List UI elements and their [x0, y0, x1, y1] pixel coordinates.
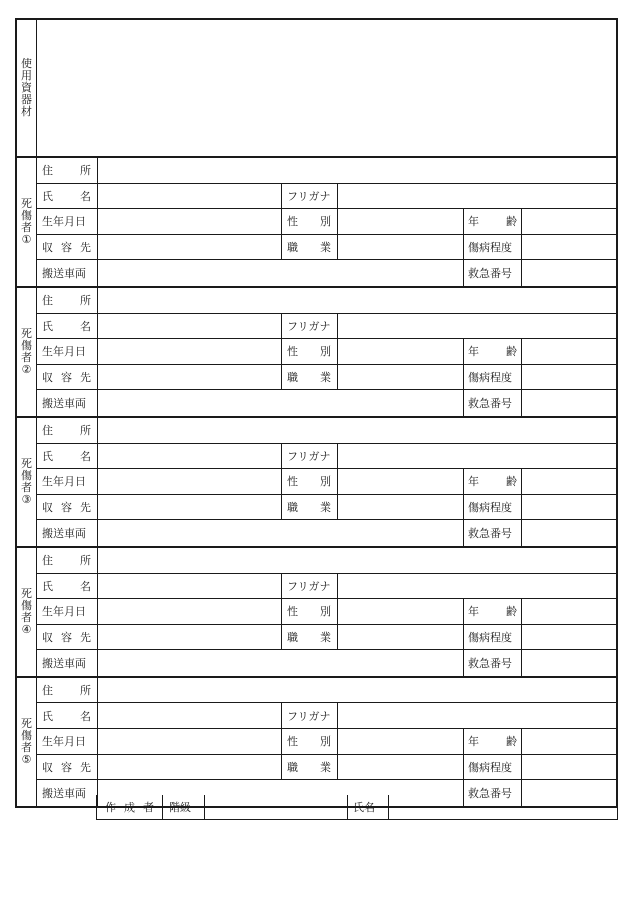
materials-label-char: 材	[21, 105, 32, 118]
sex-label: 性 別	[282, 209, 338, 234]
victim-label	[17, 418, 37, 546]
occupation-field[interactable]	[338, 755, 464, 780]
address-row	[37, 158, 616, 184]
victim-label-char: 死	[21, 196, 32, 210]
injury-degree-field[interactable]	[522, 755, 616, 780]
address-field[interactable]	[98, 288, 616, 313]
transport-row	[37, 260, 616, 286]
victim-label	[17, 288, 37, 416]
creator-name-field[interactable]	[389, 795, 617, 819]
victim-label-char: 者	[21, 350, 32, 364]
victim-label-char: 傷	[21, 338, 32, 352]
victim-label-char: ④	[21, 622, 32, 636]
name-row	[37, 444, 616, 470]
transport-vehicle-field[interactable]	[98, 390, 464, 416]
victim-block-1	[17, 158, 616, 288]
address-row	[37, 548, 616, 574]
hospital-field[interactable]	[98, 755, 282, 780]
hospital-label: 収 容 先	[37, 625, 98, 650]
victim-label-char: 傷	[21, 598, 32, 612]
birthdate-label: 生年月日	[37, 339, 98, 364]
ambulance-number-field[interactable]	[522, 520, 616, 546]
occupation-field[interactable]	[338, 495, 464, 520]
occupation-label: 職 業	[282, 495, 338, 520]
occupation-field[interactable]	[338, 235, 464, 260]
birthdate-field[interactable]	[98, 599, 282, 624]
victim-label-char: ①	[21, 232, 32, 246]
transport-vehicle-label: 搬送車両	[37, 780, 98, 806]
furigana-field[interactable]	[338, 703, 616, 728]
furigana-label: フリガナ	[282, 574, 338, 599]
hospital-row	[37, 495, 616, 521]
hospital-row	[37, 235, 616, 261]
sex-field[interactable]	[338, 469, 464, 494]
sex-label: 性 別	[282, 469, 338, 494]
age-field[interactable]	[522, 339, 616, 364]
age-label: 年 齢	[464, 469, 522, 494]
victim-block-2	[17, 288, 616, 418]
hospital-field[interactable]	[98, 235, 282, 260]
furigana-field[interactable]	[338, 314, 616, 339]
victim-label-char: 者	[21, 480, 32, 494]
materials-label-char: 使	[21, 57, 32, 70]
injury-degree-field[interactable]	[522, 495, 616, 520]
transport-vehicle-field[interactable]	[98, 260, 464, 286]
address-row	[37, 288, 616, 314]
age-field[interactable]	[522, 599, 616, 624]
victim-label-char: 死	[21, 586, 32, 600]
address-row	[37, 678, 616, 704]
victim-block-3	[17, 418, 616, 548]
hospital-field[interactable]	[98, 625, 282, 650]
ambulance-number-field[interactable]	[522, 260, 616, 286]
creator-name-label: 氏名	[348, 795, 389, 819]
injury-degree-label: 傷病程度	[464, 495, 522, 520]
birthdate-row	[37, 339, 616, 365]
transport-vehicle-label: 搬送車両	[37, 260, 98, 286]
victim-label-char: 死	[21, 716, 32, 730]
victim-label-char: 者	[21, 610, 32, 624]
occupation-label: 職 業	[282, 625, 338, 650]
birthdate-field[interactable]	[98, 469, 282, 494]
sex-field[interactable]	[338, 209, 464, 234]
name-row	[37, 574, 616, 600]
ambulance-number-field[interactable]	[522, 650, 616, 676]
furigana-field[interactable]	[338, 444, 616, 469]
transport-row	[37, 650, 616, 676]
rank-label: 階級	[163, 795, 205, 819]
age-label: 年 齢	[464, 339, 522, 364]
furigana-label: フリガナ	[282, 703, 338, 728]
birthdate-row	[37, 729, 616, 755]
ambulance-number-label: 救急番号	[464, 780, 522, 806]
transport-row	[37, 390, 616, 416]
furigana-field[interactable]	[338, 184, 616, 209]
birthdate-label: 生年月日	[37, 209, 98, 234]
victim-label-char: ⑤	[21, 752, 32, 766]
sex-field[interactable]	[338, 339, 464, 364]
birthdate-row	[37, 209, 616, 235]
injury-degree-field[interactable]	[522, 625, 616, 650]
name-field[interactable]	[98, 703, 282, 728]
birthdate-label: 生年月日	[37, 599, 98, 624]
address-field[interactable]	[98, 418, 616, 443]
injury-degree-label: 傷病程度	[464, 365, 522, 390]
transport-vehicle-field[interactable]	[98, 650, 464, 676]
rank-field[interactable]	[205, 795, 348, 819]
name-label: 氏 名	[37, 184, 98, 209]
hospital-field[interactable]	[98, 365, 282, 390]
victim-block-4	[17, 548, 616, 678]
address-field[interactable]	[98, 158, 616, 183]
address-label: 住 所	[37, 288, 98, 313]
transport-row	[37, 520, 616, 546]
ambulance-number-label: 救急番号	[464, 260, 522, 286]
victim-label	[17, 158, 37, 286]
name-label: 氏 名	[37, 314, 98, 339]
creator-row	[96, 795, 618, 820]
injury-degree-label: 傷病程度	[464, 625, 522, 650]
name-row	[37, 314, 616, 340]
sex-label: 性 別	[282, 599, 338, 624]
address-label: 住 所	[37, 418, 98, 443]
age-label: 年 齢	[464, 209, 522, 234]
age-field[interactable]	[522, 209, 616, 234]
victim-label	[17, 678, 37, 806]
materials-label-char: 器	[21, 93, 32, 106]
occupation-label: 職 業	[282, 365, 338, 390]
injury-degree-field[interactable]	[522, 365, 616, 390]
address-label: 住 所	[37, 548, 98, 573]
sex-label: 性 別	[282, 729, 338, 754]
hospital-row	[37, 625, 616, 651]
materials-section	[17, 20, 616, 158]
hospital-field[interactable]	[98, 495, 282, 520]
hospital-label: 収 容 先	[37, 495, 98, 520]
address-label: 住 所	[37, 158, 98, 183]
injury-degree-field[interactable]	[522, 235, 616, 260]
address-field[interactable]	[98, 678, 616, 703]
occupation-field[interactable]	[338, 365, 464, 390]
ambulance-number-field[interactable]	[522, 390, 616, 416]
ambulance-number-label: 救急番号	[464, 520, 522, 546]
sex-field[interactable]	[338, 729, 464, 754]
creator-label: 作 成 者	[97, 795, 163, 819]
ambulance-number-label: 救急番号	[464, 390, 522, 416]
victim-label-char: 者	[21, 220, 32, 234]
name-field[interactable]	[98, 314, 282, 339]
hospital-row	[37, 755, 616, 781]
sex-field[interactable]	[338, 599, 464, 624]
name-field[interactable]	[98, 574, 282, 599]
victim-label	[17, 548, 37, 676]
injury-degree-label: 傷病程度	[464, 235, 522, 260]
name-field[interactable]	[98, 184, 282, 209]
name-label: 氏 名	[37, 574, 98, 599]
occupation-label: 職 業	[282, 755, 338, 780]
occupation-label: 職 業	[282, 235, 338, 260]
name-label: 氏 名	[37, 444, 98, 469]
victim-label-char: 傷	[21, 208, 32, 222]
materials-label-char: 用	[21, 69, 32, 82]
birthdate-label: 生年月日	[37, 729, 98, 754]
name-row	[37, 703, 616, 729]
address-label: 住 所	[37, 678, 98, 703]
transport-vehicle-label: 搬送車両	[37, 390, 98, 416]
casualty-report-form	[15, 18, 618, 808]
victim-label-char: 者	[21, 740, 32, 754]
birthdate-label: 生年月日	[37, 469, 98, 494]
victim-label-char: 傷	[21, 728, 32, 742]
transport-vehicle-label: 搬送車両	[37, 520, 98, 546]
age-label: 年 齢	[464, 599, 522, 624]
furigana-label: フリガナ	[282, 444, 338, 469]
furigana-label: フリガナ	[282, 184, 338, 209]
materials-label-char: 資	[21, 81, 32, 94]
age-field[interactable]	[522, 729, 616, 754]
age-label: 年 齢	[464, 729, 522, 754]
injury-degree-label: 傷病程度	[464, 755, 522, 780]
materials-label	[17, 20, 37, 156]
birthdate-field[interactable]	[98, 339, 282, 364]
transport-vehicle-field[interactable]	[98, 520, 464, 546]
victim-block-5	[17, 678, 616, 806]
sex-label: 性 別	[282, 339, 338, 364]
name-field[interactable]	[98, 444, 282, 469]
address-field[interactable]	[98, 548, 616, 573]
victim-label-char: ③	[21, 492, 32, 506]
furigana-label: フリガナ	[282, 314, 338, 339]
transport-vehicle-label: 搬送車両	[37, 650, 98, 676]
name-label: 氏 名	[37, 703, 98, 728]
hospital-label: 収 容 先	[37, 365, 98, 390]
birthdate-field[interactable]	[98, 209, 282, 234]
birthdate-row	[37, 469, 616, 495]
birthdate-row	[37, 599, 616, 625]
furigana-field[interactable]	[338, 574, 616, 599]
birthdate-field[interactable]	[98, 729, 282, 754]
age-field[interactable]	[522, 469, 616, 494]
victim-label-char: 死	[21, 326, 32, 340]
hospital-row	[37, 365, 616, 391]
materials-field[interactable]	[37, 20, 616, 156]
name-row	[37, 184, 616, 210]
occupation-field[interactable]	[338, 625, 464, 650]
hospital-label: 収 容 先	[37, 755, 98, 780]
victim-label-char: 傷	[21, 468, 32, 482]
address-row	[37, 418, 616, 444]
victim-label-char: 死	[21, 456, 32, 470]
victim-label-char: ②	[21, 362, 32, 376]
ambulance-number-label: 救急番号	[464, 650, 522, 676]
hospital-label: 収 容 先	[37, 235, 98, 260]
